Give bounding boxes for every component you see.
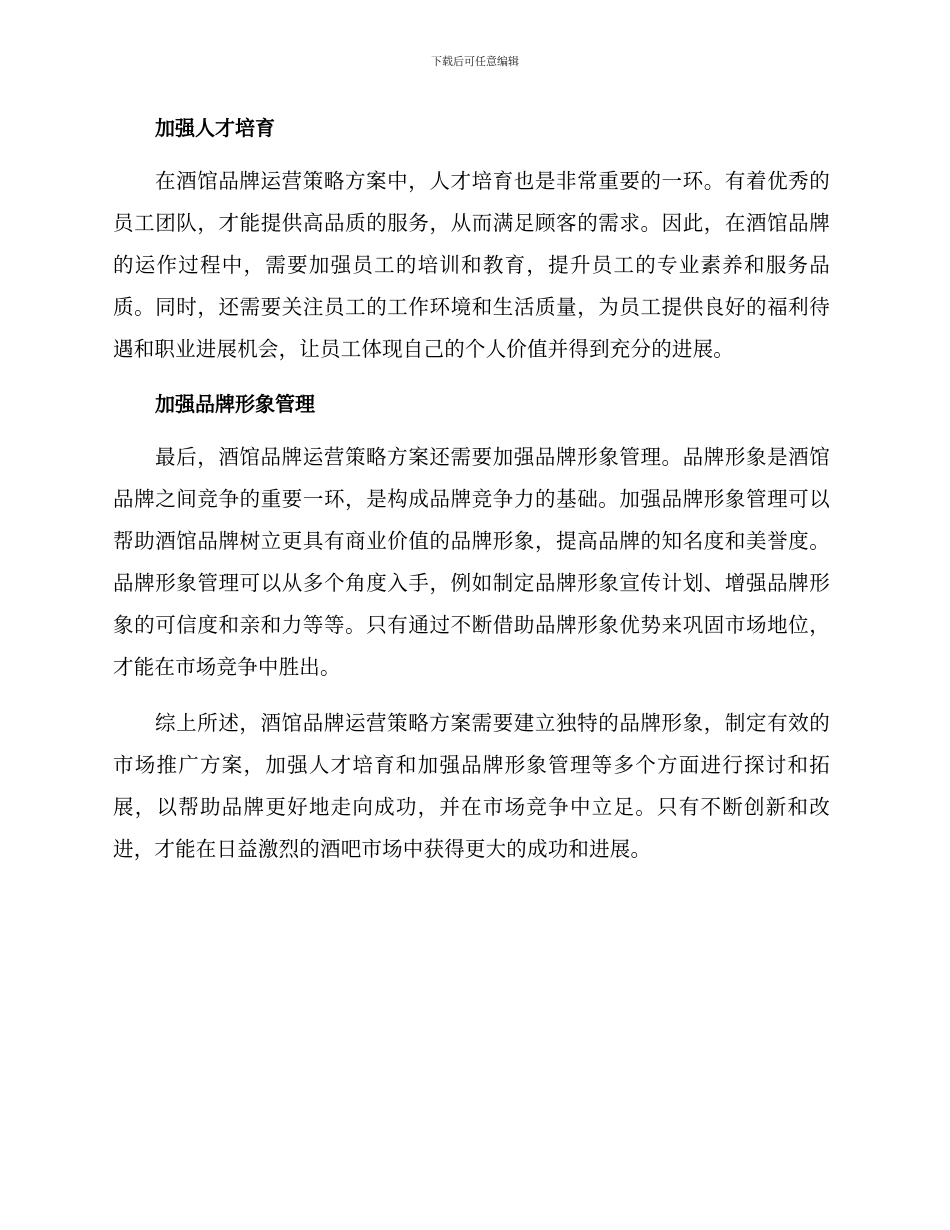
document-body bbox=[113, 108, 830, 870]
section-heading: 加强品牌形象管理 bbox=[155, 392, 315, 416]
section-paragraph: 在酒馆品牌运营策略方案中，人才培育也是非常重要的一环。有着优秀的员工团队，才能提供高品质的服务，从而满足顾客的需求。因此，在酒馆品牌的运作过程中，需要加强员工的培训和教育，提升员工的专业素养和服务品质。同时，还需要关注员工的工作环境和生活质量，为员工提供良好的福利待遇和职业进展机会，让员工体现自己的个人价值并得到充分的进展。 bbox=[113, 169, 830, 361]
section-paragraph: 最后，酒馆品牌运营策略方案还需要加强品牌形象管理。品牌形象是酒馆品牌之间竞争的重要一环，是构成品牌竞争力的基础。加强品牌形象管理可以帮助酒馆品牌树立更具有商业价值的品牌形象，提高品牌的知名度和美誉度。品牌形象管理可以从多个角度入手，例如制定品牌形象宣传计划、增强品牌形象的可信度和亲和力等等。只有通过不断借助品牌形象优势来巩固市场地位，才能在市场竞争中胜出。 bbox=[113, 445, 830, 679]
header-note: 下载后可任意编辑 bbox=[431, 55, 519, 68]
section-brand-image-management bbox=[113, 384, 830, 688]
section-talent-cultivation bbox=[113, 108, 830, 370]
conclusion-paragraph: 综上所述，酒馆品牌运营策略方案需要建立独特的品牌形象，制定有效的市场推广方案，加强人才培育和加强品牌形象管理等多个方面进行探讨和拓展，以帮助品牌更好地走向成功，并在市场竞争中立足。只有不断创新和改进，才能在日益激烈的酒吧市场中获得更大的成功和进展。 bbox=[113, 711, 830, 861]
section-heading: 加强人才培育 bbox=[155, 116, 275, 140]
